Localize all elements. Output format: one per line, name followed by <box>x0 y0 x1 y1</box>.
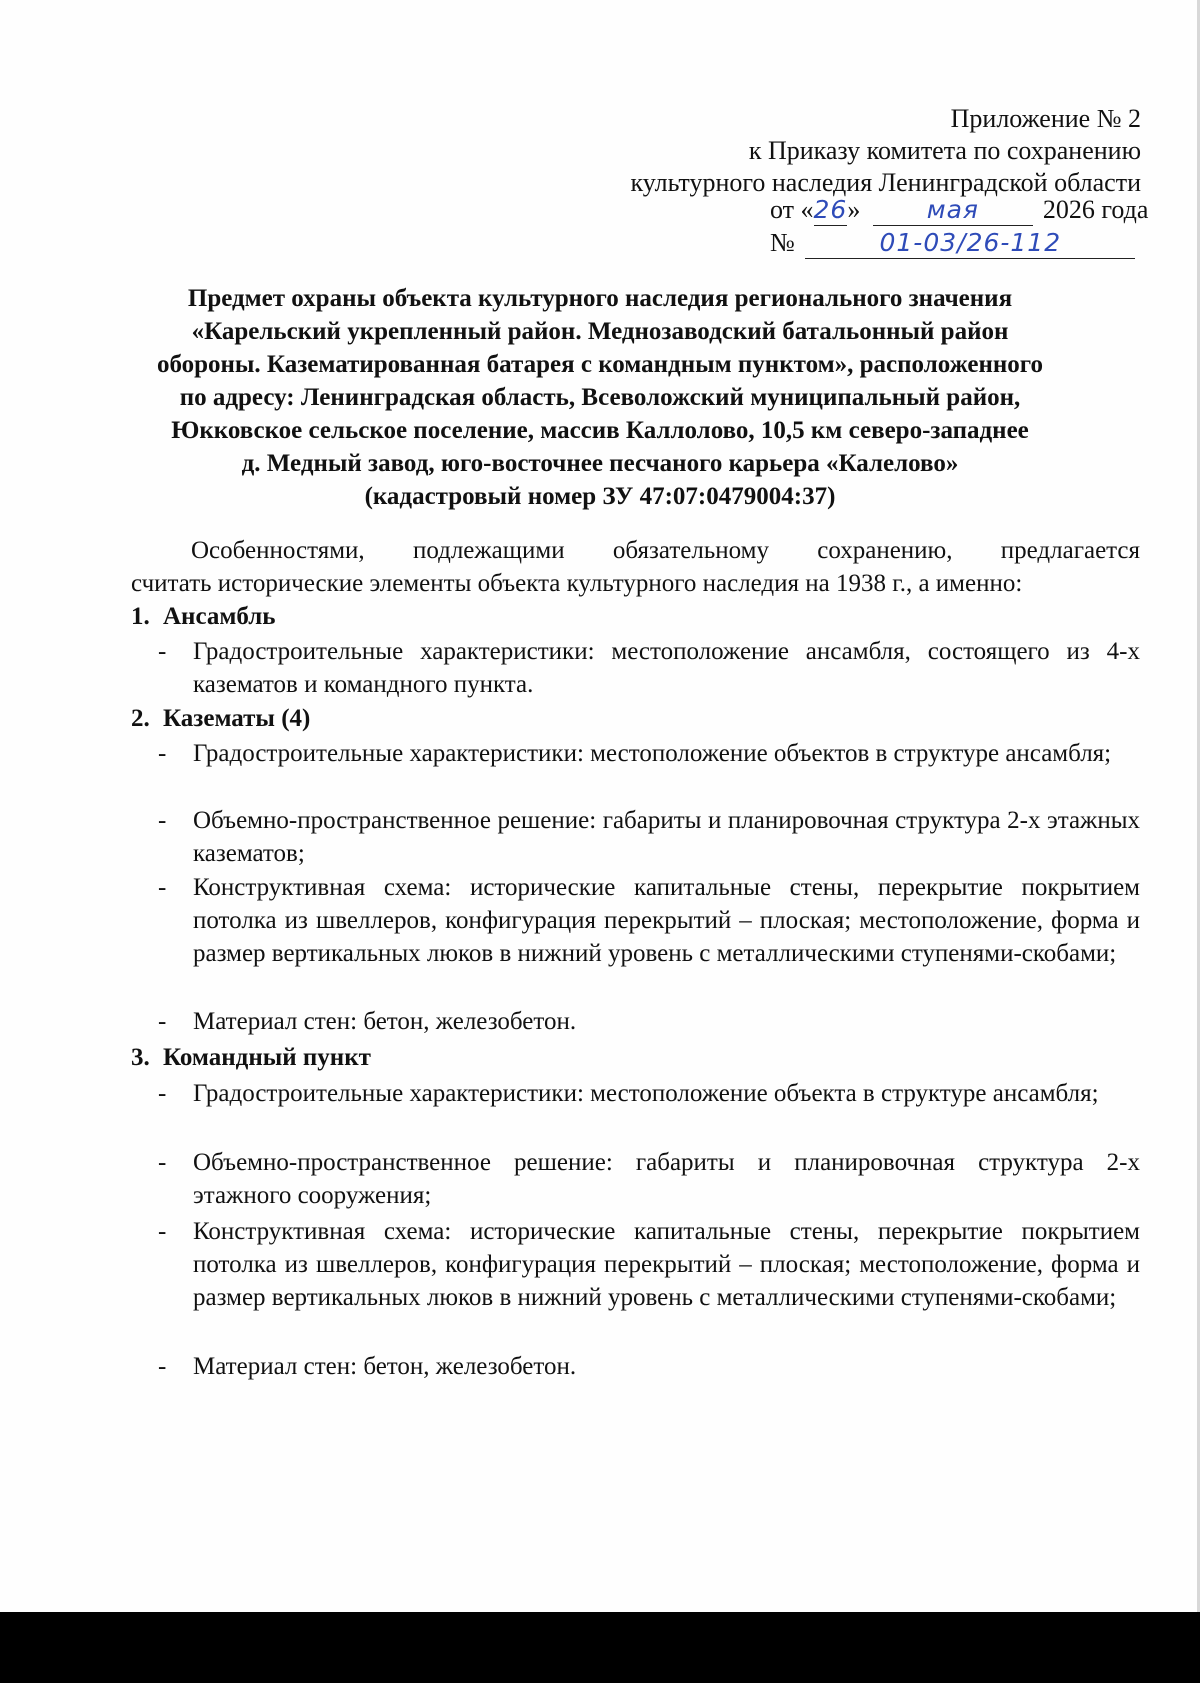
order-number-handwritten: 01-03/26-112 <box>805 228 1135 259</box>
list-item <box>158 1077 1140 1110</box>
section-title: Ансамбль <box>163 603 276 630</box>
intro-line: Особенностями, подлежащими обязательному сохранению, предлагается <box>191 537 1140 564</box>
title-line: (кадастровый номер ЗУ 47:07:0479004:37) <box>364 483 836 510</box>
title-line: «Карельский укрепленный район. Меднозаводский батальонный район <box>191 318 1009 345</box>
list-dash: - <box>158 1218 167 1245</box>
section-number: 3. <box>131 1044 150 1071</box>
list-dash: - <box>158 1149 167 1176</box>
list-dash: - <box>158 1008 167 1035</box>
list-item <box>158 635 1140 701</box>
list-dash: - <box>158 807 167 834</box>
section-number: 2. <box>131 705 150 732</box>
title-line: по адресу: Ленинградская область, Всеволожский муниципальный район, <box>179 384 1021 411</box>
list-item <box>158 1146 1140 1212</box>
document-title <box>0 282 1200 513</box>
list-dash: - <box>158 638 167 665</box>
list-item <box>158 871 1140 970</box>
header-committee-line: культурного наследия Ленинградской области <box>630 168 1141 197</box>
date-year: 2026 года <box>1042 195 1149 224</box>
header-date-line <box>770 195 1148 226</box>
section-number: 1. <box>131 603 150 630</box>
list-item-text: Конструктивная схема: исторические капитальные стены, перекрытие покрытием потолка из швеллеров, конфигурация перекрытий – плоская; местоположение, форма и размер вертикальных люков в нижний уровень с металлическими ступенями-скобами; <box>193 1218 1140 1311</box>
section-heading <box>131 1041 371 1074</box>
section-heading <box>131 600 276 633</box>
list-dash: - <box>158 874 167 901</box>
list-item <box>158 1350 1140 1383</box>
section-title: Командный пункт <box>163 1044 371 1071</box>
number-prefix: № <box>770 228 795 257</box>
scan-bottom-border <box>0 1612 1200 1683</box>
list-item-text: Материал стен: бетон, железобетон. <box>193 1353 577 1380</box>
date-close-quote: » <box>847 195 861 224</box>
date-month-handwritten: мая <box>873 195 1033 226</box>
list-item-text: Материал стен: бетон, железобетон. <box>193 1008 577 1035</box>
list-item <box>158 1215 1140 1314</box>
intro-line: считать исторические элементы объекта культурного наследия на 1938 г., а именно: <box>131 570 1023 597</box>
list-dash: - <box>158 1080 167 1107</box>
list-item <box>158 737 1140 770</box>
header-order-line: к Приказу комитета по сохранению <box>748 136 1141 165</box>
list-item-text: Градостроительные характеристики: местоположение ансамбля, состоящего из 4-х казематов и командного пункта. <box>193 638 1140 698</box>
list-dash: - <box>158 1353 167 1380</box>
list-item <box>158 804 1140 870</box>
list-item <box>158 1005 1140 1038</box>
title-line: д. Медный завод, юго-восточнее песчаного карьера «Калелово» <box>241 450 959 477</box>
list-item-text: Градостроительные характеристики: местоположение объектов в структуре ансамбля; <box>193 740 1112 767</box>
section-heading <box>131 702 310 735</box>
header-appendix-label: Приложение № 2 <box>950 104 1141 133</box>
title-line: Юкковское сельское поселение, массив Каллолово, 10,5 км северо-западнее <box>171 417 1029 444</box>
date-day-handwritten: 26 <box>813 195 848 224</box>
section-title: Казематы (4) <box>163 705 311 732</box>
list-item-text: Объемно-пространственное решение: габариты и планировочная структура 2-х этажного сооружения; <box>193 1149 1140 1209</box>
title-line: обороны. Казематированная батарея с командным пунктом», расположенного <box>156 351 1044 378</box>
list-item-text: Конструктивная схема: исторические капитальные стены, перекрытие покрытием потолка из швеллеров, конфигурация перекрытий – плоская; местоположение, форма и размер вертикальных люков в нижний уровень с металлическими ступенями-скобами; <box>193 874 1140 967</box>
list-item-text: Градостроительные характеристики: местоположение объекта в структуре ансамбля; <box>193 1080 1099 1107</box>
date-prefix: от « <box>770 195 814 224</box>
list-dash: - <box>158 740 167 767</box>
intro-paragraph <box>131 534 1140 600</box>
header-number-line <box>770 228 1135 259</box>
list-item-text: Объемно-пространственное решение: габариты и планировочная структура 2-х этажных казематов; <box>193 807 1140 867</box>
title-line: Предмет охраны объекта культурного наследия регионального значения <box>187 285 1013 312</box>
